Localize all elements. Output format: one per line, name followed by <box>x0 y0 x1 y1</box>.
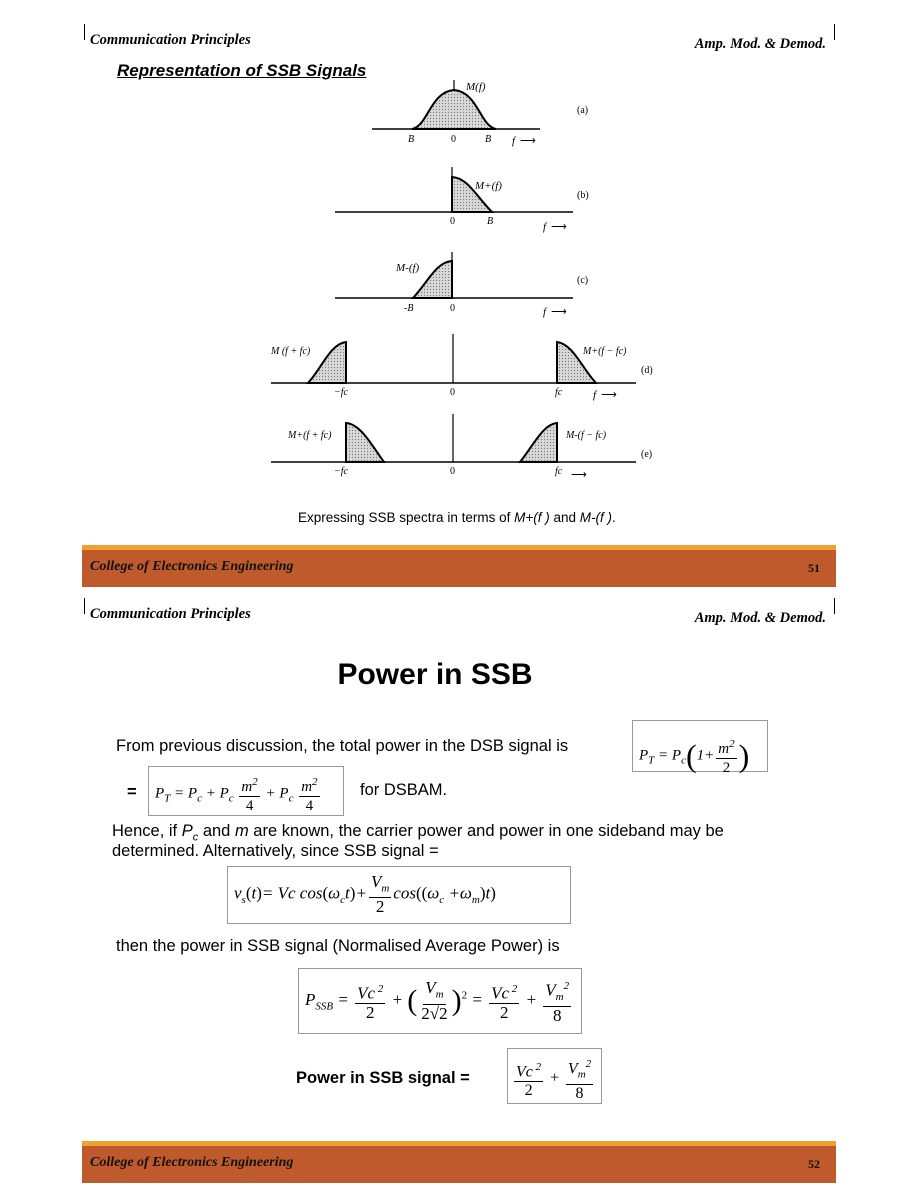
plot-e-tick-fc: fc <box>555 466 563 477</box>
footer-bar <box>82 1141 836 1183</box>
hence-part-a: Hence, if <box>112 822 178 840</box>
caption-suffix: . <box>611 510 616 525</box>
plot-c-tick-neg-b: -B <box>404 303 414 314</box>
plot-d-tick-fc: fc <box>555 387 563 398</box>
footer-bar <box>82 545 836 587</box>
ssb-power-derivation-formula: $P_{SSB}$ = $\frac{Vc ^2}{2}$ + ( $\frac{V_m}{2√2}$ )$^2$ = $\frac{Vc ^2}{2}$ + $\frac{V_m^2}{8}$ <box>298 968 582 1034</box>
header-right-title: Amp. Mod. & Demod. <box>694 610 826 626</box>
plot-c-tag: (c) <box>577 275 589 286</box>
plot-d-tag: (d) <box>641 365 653 376</box>
slide-title: Power in SSB <box>337 658 533 691</box>
slide-52 <box>0 596 918 1188</box>
plot-a-func-label: M(f) <box>466 81 486 93</box>
plot-a-tag: (a) <box>577 105 589 116</box>
plot-b-tick-zero: 0 <box>450 216 455 227</box>
plot-c-axis-arrow-icon: ⟶ <box>551 306 567 318</box>
header-right-rule <box>834 598 835 614</box>
power-in-ssb-label: Power in SSB signal = <box>296 1069 470 1087</box>
page-number: 51 <box>808 561 820 575</box>
plot-a-axis-label: f <box>512 135 516 147</box>
plot-d-func-left-label: M (f + fc) <box>271 346 311 357</box>
plot-c-func-label: M-(f) <box>396 262 420 274</box>
caption-m-plus: M+(f ) <box>514 510 550 525</box>
plot-b <box>335 167 589 233</box>
plot-d-axis-arrow-icon: ⟶ <box>601 389 617 401</box>
hence-part-b: and <box>202 822 231 840</box>
plot-b-tick-b: B <box>487 216 494 227</box>
plot-c-axis-label: f <box>543 306 547 318</box>
ssb-power-result-formula: $\frac{Vc ^2}{2}$ + $\frac{V_m^2}{8}$ <box>507 1048 602 1104</box>
plot-a-tick-neg-b: B <box>408 134 415 145</box>
plot-e-func-right-label: M-(f − fc) <box>566 430 607 441</box>
plot-c <box>335 252 588 318</box>
header-right-title: Amp. Mod. & Demod. <box>694 36 826 52</box>
plot-a-tick-b: B <box>485 134 492 145</box>
figure-caption <box>298 510 616 525</box>
determined-text: determined. Alternatively, since SSB signal = <box>112 842 439 860</box>
plot-b-axis-arrow-icon: ⟶ <box>551 221 567 233</box>
plot-c-tick-zero: 0 <box>450 303 455 314</box>
header-left-title: Communication Principles <box>90 606 251 622</box>
ssb-spectra-figure <box>0 0 918 500</box>
normalised-power-text: then the power in SSB signal (Normalised Average Power) is <box>116 937 560 955</box>
plot-d-tick-zero: 0 <box>450 387 455 398</box>
plot-d <box>270 334 653 401</box>
hence-part-c: are known, the carrier power and power in one sideband may be <box>253 822 724 840</box>
plot-a <box>372 80 588 147</box>
plot-a-tick-zero: 0 <box>451 134 456 145</box>
dsb-power-text: From previous discussion, the total power in the DSB signal is <box>116 737 569 755</box>
equals-sign: = <box>127 783 137 801</box>
plot-e-tick-zero: 0 <box>450 466 455 477</box>
plot-e-func-left-label: M+(f + fc) <box>288 430 332 441</box>
header-left-title: Communication Principles <box>90 32 251 48</box>
plot-e-axis-arrow-icon: ⟶ <box>571 469 587 481</box>
header-left-rule <box>84 598 85 614</box>
plot-d-tick-neg-fc: −fc <box>334 387 348 398</box>
ssb-signal-formula: $v_s(t)= Vc$ $\cos(\omega_ct)+$ $\frac{V_m}{2}$ $\cos((\omega_c +\omega_m)t)$ <box>227 866 571 924</box>
plot-b-axis-label: f <box>543 221 547 233</box>
hence-text: Hence, if $P_c$ and m are known, the carrier power and power in one sideband may be <box>112 822 724 844</box>
plot-d-func-right-label: M+(f − fc) <box>583 346 627 357</box>
dsb-total-power-formula: $P_T = P_c(1+$ $\frac{m^2}{2}$ ) <box>632 720 768 772</box>
plot-e-tick-neg-fc: −fc <box>334 466 348 477</box>
dsb-expanded-formula: $P_T = P_c + P_c$ $\frac{m^2}{4}$ + $P_c$ $\frac{m^2}{4}$ <box>148 766 344 816</box>
plot-a-axis-arrow-icon: ⟶ <box>520 135 536 147</box>
footer-college: College of Electronics Engineering <box>90 1155 294 1170</box>
footer-college: College of Electronics Engineering <box>90 559 294 574</box>
plot-e-tag: (e) <box>641 449 653 460</box>
section-heading: Representation of SSB Signals <box>117 61 367 80</box>
for-dsbam-text: for DSBAM. <box>360 781 448 799</box>
caption-prefix: Expressing SSB spectra in terms of <box>298 510 515 525</box>
plot-b-tag: (b) <box>577 190 589 201</box>
caption-m-minus: M-(f ) <box>579 510 612 525</box>
plot-e <box>271 414 652 481</box>
caption-and: and <box>549 510 580 525</box>
page-number: 52 <box>808 1157 820 1171</box>
plot-b-func-label: M+(f) <box>475 180 502 192</box>
plot-d-axis-label: f <box>593 389 597 401</box>
